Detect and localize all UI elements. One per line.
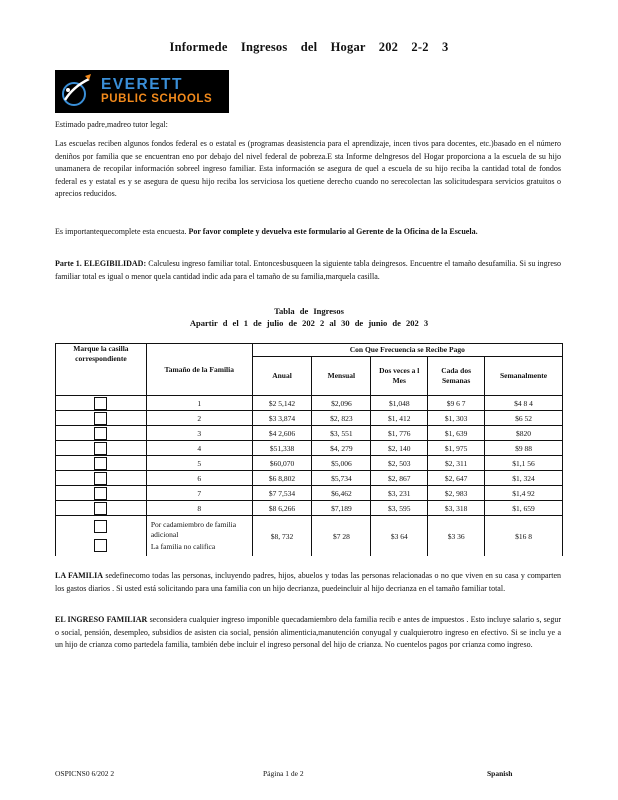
table-row	[56, 441, 563, 456]
twice-monthly-cell: $2, 867	[371, 471, 428, 486]
size-4-checkbox[interactable]	[94, 442, 107, 455]
header-twice-monthly: Dos veces a l Mes	[371, 357, 428, 396]
size-7-checkbox[interactable]	[94, 487, 107, 500]
weekly-cell: $1, 324	[485, 471, 563, 486]
annual-cell: $8 6,266	[252, 501, 312, 516]
weekly-cell: $1, 659	[485, 501, 563, 516]
income-definition-text: seconsidera cualquier ingreso imponible quecadamiembro dela familia recib e antes de impuestos . Esto incluye salario s, segur o social, pensión, desempleo, subsidios de asisten cia social, pensión alimenticia,manutención conyugal y cualquierotro ingreso en efectivo. Si se inclu ye a un hijo de crianza como partedela familia, también debe incluir el ingreso personal del hijo de crianza. No cuentelos pagos por crianza como ingreso.	[55, 615, 562, 649]
header-frequency-group: Con Que Frecuencia se Recibe Pago	[252, 344, 562, 357]
additional-member-label: Por cadamiembro de familia adicional	[150, 520, 237, 539]
monthly-cell: $4, 279	[312, 441, 371, 456]
table-row	[56, 396, 563, 411]
annual-cell: $60,070	[252, 456, 312, 471]
weekly-cell: $9 88	[485, 441, 563, 456]
monthly-cell: $3, 551	[312, 426, 371, 441]
biweekly-cell: $9 6 7	[428, 396, 485, 411]
monthly-cell: $2,096	[312, 396, 371, 411]
not-qualify-label: La familia no califica	[150, 542, 216, 551]
table-row	[56, 411, 563, 426]
intro-paragraph: Las escuelas reciben algunos fondos federal es o estatal es (programas deasistencia para el aprendizaje, incen tivos para docentes, etc.)basado en el número deniños por familia que se encuentran eno por debajo del nivel federal de pobreza.E sta Informe delngresos del Hogar proporciona a la escuela de su hijo unamanera de recopilar información sobreel ingreso familiar. Esta información se asegura de quel a escuela de su hijo reciba la cantidad total de fondos federal es y estatal es y se asegura de quesu hijo reciba los serviciosa los quetiene derecho cuando no serecolectan las solicitudespara servicios gratuitos o aprecios reducidos.	[55, 139, 561, 198]
table-row	[56, 426, 563, 441]
header-annual: Anual	[252, 357, 312, 396]
part1-label: Parte 1. ELEGIBILIDAD:	[55, 259, 147, 268]
twice-monthly-cell: $1, 412	[371, 411, 428, 426]
twice-monthly-cell: $3 64	[371, 516, 428, 557]
twice-monthly-cell: $1,048	[371, 396, 428, 411]
additional-member-checkbox[interactable]	[94, 520, 107, 533]
size-5-checkbox[interactable]	[94, 457, 107, 470]
biweekly-cell: $3, 318	[428, 501, 485, 516]
weekly-cell: $6 52	[485, 411, 563, 426]
weekly-cell: $16 8	[485, 516, 563, 557]
footer-language: Spanish	[487, 769, 513, 778]
family-size-cell: 2	[146, 411, 252, 426]
weekly-cell: $1,1 56	[485, 456, 563, 471]
annual-cell: $4 2,606	[252, 426, 312, 441]
biweekly-cell: $2, 983	[428, 486, 485, 501]
logo-line-public-schools: PUBLIC SCHOOLS	[101, 93, 213, 105]
table-row	[56, 471, 563, 486]
income-definition	[55, 614, 561, 652]
biweekly-cell: $1, 975	[428, 441, 485, 456]
monthly-cell: $7 28	[312, 516, 371, 557]
family-size-cell: 5	[146, 456, 252, 471]
district-logo	[55, 70, 229, 113]
table-row	[56, 501, 563, 516]
annual-cell: $3 3,874	[252, 411, 312, 426]
header-biweekly: Cada dos Semanas	[428, 357, 485, 396]
greeting: Estimado padre,madreo tutor legal:	[55, 120, 168, 129]
biweekly-cell: $2, 647	[428, 471, 485, 486]
weekly-cell: $4 8 4	[485, 396, 563, 411]
logo-line-everett: EVERETT	[101, 76, 183, 93]
annual-cell: $2 5,142	[252, 396, 312, 411]
part1-text: Calculesu ingreso familiar total. Entoncesbusqueen la siguiente tabla deingresos. Encuentre el tamaño desufamilia. Si su ingreso familiar total es igual o menor quela cantidad indic ada para el tamaño de su familia,marquela casilla.	[55, 259, 562, 281]
family-size-cell: 8	[146, 501, 252, 516]
size-6-checkbox[interactable]	[94, 472, 107, 485]
size-1-checkbox[interactable]	[94, 397, 107, 410]
part1-eligibility	[55, 258, 561, 283]
biweekly-cell: $2, 311	[428, 456, 485, 471]
weekly-cell: $820	[485, 426, 563, 441]
family-definition-label: LA FAMILIA	[55, 571, 104, 580]
income-definition-label: EL INGRESO FAMILIAR	[55, 615, 148, 624]
table-row	[56, 486, 563, 501]
important-note-bold: Por favor complete y devuelva este formulario al Gerente de la Oficina de la Escuela.	[188, 227, 478, 236]
footer-page-number: Página 1 de 2	[263, 769, 304, 778]
twice-monthly-cell: $3, 595	[371, 501, 428, 516]
family-size-cell: 1	[146, 396, 252, 411]
header-weekly: Semanalmente	[485, 357, 563, 396]
biweekly-cell: $1, 303	[428, 411, 485, 426]
table-row-additional	[56, 516, 563, 557]
annual-cell: $51,338	[252, 441, 312, 456]
twice-monthly-cell: $2, 503	[371, 456, 428, 471]
page-title: Informede Ingresos del Hogar 202 2-2 3	[169, 40, 449, 54]
family-size-cell: 4	[146, 441, 252, 456]
footer-form-code: OSPICNS0 6/202 2	[55, 769, 115, 778]
not-qualify-checkbox[interactable]	[94, 539, 107, 552]
twice-monthly-cell: $1, 776	[371, 426, 428, 441]
biweekly-cell: $3 36	[428, 516, 485, 557]
income-table	[55, 343, 563, 556]
table-title: Tabla de Ingresos	[274, 306, 344, 316]
header-checkbox-col: Marque la casilla correspondiente	[56, 344, 147, 396]
monthly-cell: $6,462	[312, 486, 371, 501]
family-size-cell: 6	[146, 471, 252, 486]
twice-monthly-cell: $2, 140	[371, 441, 428, 456]
important-note-text: Es importantequecomplete esta encuesta.	[55, 227, 187, 236]
monthly-cell: $5,006	[312, 456, 371, 471]
header-monthly: Mensual	[312, 357, 371, 396]
header-family-size: Tamaño de la Familia	[146, 344, 252, 396]
family-definition-text: sedefinecomo todas las personas, incluyendo padres, hijos, abuelos y todas las personas relacionadas o no que viven en su casa y comparten los gastos diarios . Si usted está solicitando para una familia con un hijo decrianza, puedeincluir al hijo decrianza en el tamaño familiar total.	[55, 571, 562, 593]
biweekly-cell: $1, 639	[428, 426, 485, 441]
annual-cell: $8, 732	[252, 516, 312, 557]
family-size-cell: 7	[146, 486, 252, 501]
monthly-cell: $5,734	[312, 471, 371, 486]
table-subtitle: Apartir d el 1 de julio de 202 2 al 30 de junio de 202 3	[189, 318, 429, 328]
annual-cell: $7 7,534	[252, 486, 312, 501]
table-row	[56, 456, 563, 471]
weekly-cell: $1,4 92	[485, 486, 563, 501]
monthly-cell: $2, 823	[312, 411, 371, 426]
size-2-checkbox[interactable]	[94, 412, 107, 425]
annual-cell: $6 8,802	[252, 471, 312, 486]
size-3-checkbox[interactable]	[94, 427, 107, 440]
monthly-cell: $7,189	[312, 501, 371, 516]
size-8-checkbox[interactable]	[94, 502, 107, 515]
family-definition	[55, 570, 561, 595]
twice-monthly-cell: $3, 231	[371, 486, 428, 501]
family-size-cell: 3	[146, 426, 252, 441]
important-note	[55, 226, 561, 239]
flame-globe-icon	[55, 70, 99, 113]
